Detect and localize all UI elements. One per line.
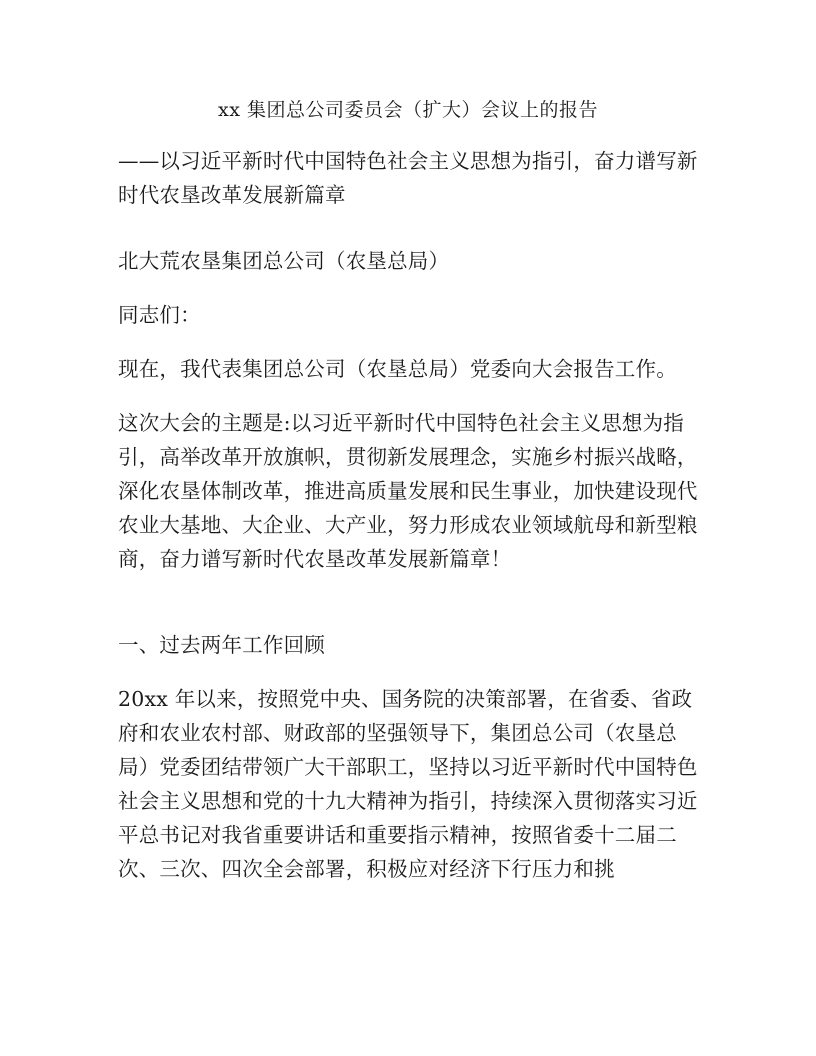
- paragraph-theme: 这次大会的主题是:以习近平新时代中国特色社会主义思想为指引，高举改革开放旗帜，贯彻新发展理念，实施乡村振兴战略，深化农垦体制改革，推进高质量发展和民生事业，加快建设现代农业大基地、大企业、大产业，努力形成农业领域航母和新型粮商，奋力谱写新时代农垦改革发展新篇章！: [118, 411, 698, 571]
- greeting-line: 同志们：: [118, 303, 201, 327]
- section-heading: 一、过去两年工作回顾: [118, 633, 325, 657]
- document-title: xx 集团总公司委员会（扩大）会议上的报告: [218, 99, 598, 121]
- paragraph-review: 20xx 年以来，按照党中央、国务院的决策部署，在省委、省政府和农业农村部、财政部的坚强领导下，集团总公司（农垦总局）党委团结带领广大干部职工，坚持以习近平新时代中国特色社会主义思想和党的十九大精神为指引，持续深入贯彻落实习近平总书记对我省重要讲话和重要指示精神，按照省委十二届二次、三次、四次全会部署，积极应对经济下行压力和挑: [118, 687, 698, 881]
- organization-line: 北大荒农垦集团总公司（农垦总局）: [118, 249, 450, 273]
- document-subtitle: ——以习近平新时代中国特色社会主义思想为指引，奋力谱写新时代农垦改革发展新篇章: [118, 149, 698, 207]
- paragraph-intro: 现在，我代表集团总公司（农垦总局）党委向大会报告工作。: [118, 357, 677, 381]
